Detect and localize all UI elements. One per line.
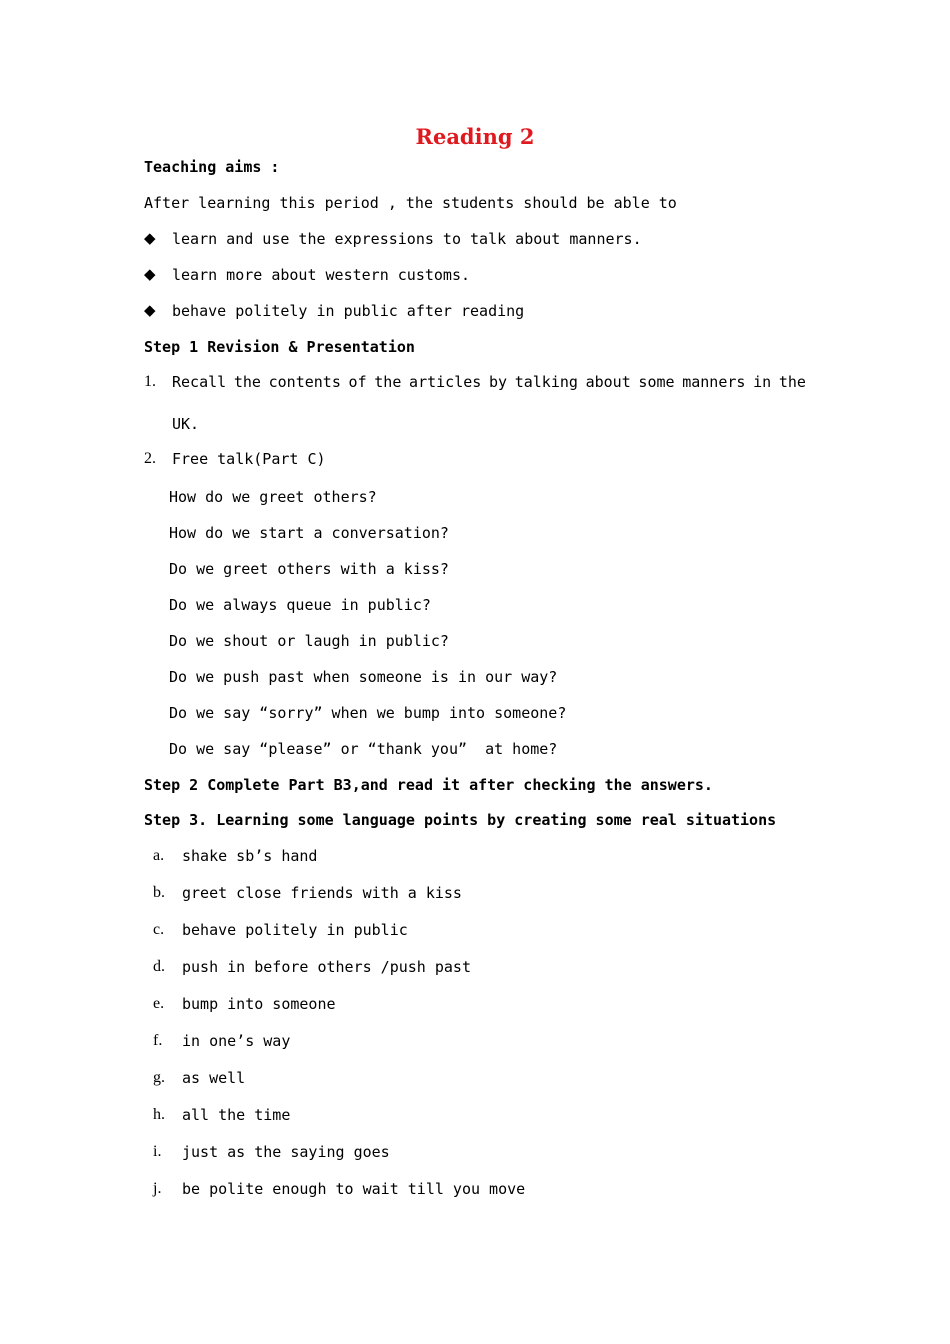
recall-word: manners <box>682 373 746 391</box>
step3-heading: Step 3. Learning some language points by creating some real situations <box>144 811 777 829</box>
question-item: Do we always queue in public? <box>169 596 431 614</box>
intro-text: After learning this period , the students should be able to <box>144 194 677 212</box>
recall-line-continued: UK. <box>172 415 200 433</box>
language-point: in one’s way <box>182 1032 291 1050</box>
list-letter: g. <box>153 1069 165 1086</box>
recall-word: some <box>638 373 675 391</box>
aim-item: behave politely in public after reading <box>172 302 525 320</box>
recall-word: of <box>348 373 367 391</box>
recall-word: in <box>753 373 772 391</box>
step2-heading: Step 2 Complete Part B3,and read it after checking the answers. <box>144 776 713 794</box>
language-point: bump into someone <box>182 995 336 1013</box>
recall-word: Recall <box>172 373 227 391</box>
question-item: How do we greet others? <box>169 488 377 506</box>
question-item: How do we start a conversation? <box>169 524 449 542</box>
bullet-diamond-icon: ◆ <box>144 301 156 319</box>
list-letter: a. <box>153 847 165 864</box>
recall-line <box>172 372 806 392</box>
question-item: Do we say “sorry” when we bump into someone? <box>169 704 567 722</box>
list-letter: h. <box>153 1106 165 1123</box>
free-talk-label: Free talk(Part C) <box>172 450 326 468</box>
language-point: all the time <box>182 1106 291 1124</box>
question-item: Do we shout or laugh in public? <box>169 632 449 650</box>
teaching-aims-heading: Teaching aims : <box>144 158 280 176</box>
recall-word: contents <box>268 373 341 391</box>
recall-word: the <box>374 373 402 391</box>
list-letter: c. <box>153 921 165 938</box>
question-item: Do we push past when someone is in our way? <box>169 668 558 686</box>
list-letter: i. <box>153 1143 162 1160</box>
list-letter: b. <box>153 884 165 901</box>
list-letter: j. <box>153 1180 162 1197</box>
bullet-diamond-icon: ◆ <box>144 265 156 283</box>
list-letter: e. <box>153 995 165 1012</box>
page-title: Reading 2 <box>415 124 535 149</box>
list-letter: d. <box>153 958 165 975</box>
recall-word: by <box>488 373 508 391</box>
language-point: greet close friends with a kiss <box>182 884 462 902</box>
language-point: shake sb’s hand <box>182 847 318 865</box>
question-item: Do we greet others with a kiss? <box>169 560 449 578</box>
list-number: 1. <box>144 373 156 390</box>
language-point: just as the saying goes <box>182 1143 390 1161</box>
list-number: 2. <box>144 450 156 467</box>
language-point: behave politely in public <box>182 921 408 939</box>
recall-word: the <box>778 373 806 391</box>
aim-item: learn and use the expressions to talk about manners. <box>172 230 642 248</box>
recall-word: about <box>585 373 631 391</box>
recall-word: the <box>233 373 261 391</box>
step1-heading: Step 1 Revision & Presentation <box>144 338 415 356</box>
recall-word: articles <box>409 373 482 391</box>
language-point: be polite enough to wait till you move <box>182 1180 526 1198</box>
bullet-diamond-icon: ◆ <box>144 229 156 247</box>
language-point: push in before others /push past <box>182 958 471 976</box>
list-letter: f. <box>153 1032 163 1049</box>
recall-word: talking <box>514 373 578 391</box>
question-item: Do we say “please” or “thank you” at home? <box>169 740 558 758</box>
language-point: as well <box>182 1069 246 1087</box>
aim-item: learn more about western customs. <box>172 266 471 284</box>
